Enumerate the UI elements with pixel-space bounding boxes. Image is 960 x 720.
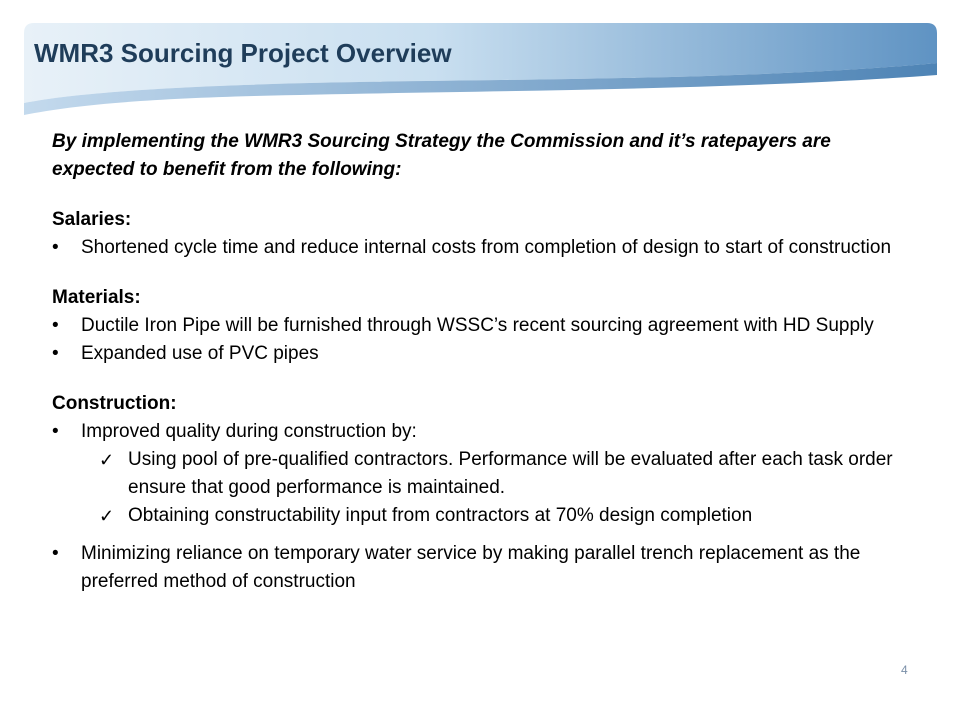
list-item: [52, 540, 902, 596]
bullet-icon: •: [52, 421, 59, 442]
bullet-icon: •: [52, 315, 59, 336]
construction-list-continued: [52, 540, 902, 596]
checkmark-icon: ✓: [99, 506, 115, 526]
materials-list: [52, 312, 902, 368]
bullet-icon: •: [52, 543, 59, 564]
sub-list-item-text: Obtaining constructability input from contractors at 70% design completion: [128, 505, 753, 526]
checkmark-icon: ✓: [99, 450, 115, 470]
list-item-text: Ductile Iron Pipe will be furnished through WSSC’s recent sourcing agreement with HD Supply: [81, 315, 874, 336]
salaries-list: [52, 234, 902, 262]
construction-section: [52, 390, 902, 596]
page-number: 4: [901, 663, 908, 677]
slide-title: WMR3 Sourcing Project Overview: [34, 38, 452, 68]
bullet-icon: •: [52, 343, 59, 364]
list-item-text: Improved quality during construction by:: [81, 421, 417, 442]
construction-list: [52, 418, 902, 446]
sub-list-item: [99, 446, 902, 502]
list-item: [52, 312, 902, 340]
construction-sub-list: [99, 446, 902, 530]
bullet-icon: •: [52, 237, 59, 258]
salaries-section: [52, 206, 902, 262]
slide-body: [52, 128, 902, 596]
list-item: [52, 340, 902, 368]
intro-text: By implementing the WMR3 Sourcing Strategy the Commission and it’s ratepayers are expected to benefit from the following:: [52, 131, 831, 180]
list-item: [52, 418, 902, 446]
materials-section: [52, 284, 902, 368]
construction-heading: Construction:: [52, 393, 177, 414]
list-item-text: Expanded use of PVC pipes: [81, 343, 319, 364]
list-item: [52, 234, 902, 262]
salaries-heading: Salaries:: [52, 209, 132, 230]
header-banner: [24, 23, 937, 115]
materials-heading: Materials:: [52, 287, 141, 308]
sub-list-item: [99, 502, 902, 530]
list-item-text: Shortened cycle time and reduce internal costs from completion of design to start of construction: [81, 237, 892, 258]
list-item-text: Minimizing reliance on temporary water service by making parallel trench replacement as the preferred method of construction: [81, 543, 861, 592]
sub-list-item-text: Using pool of pre-qualified contractors. Performance will be evaluated after each task order ensure that good performance is maintained.: [128, 449, 893, 498]
